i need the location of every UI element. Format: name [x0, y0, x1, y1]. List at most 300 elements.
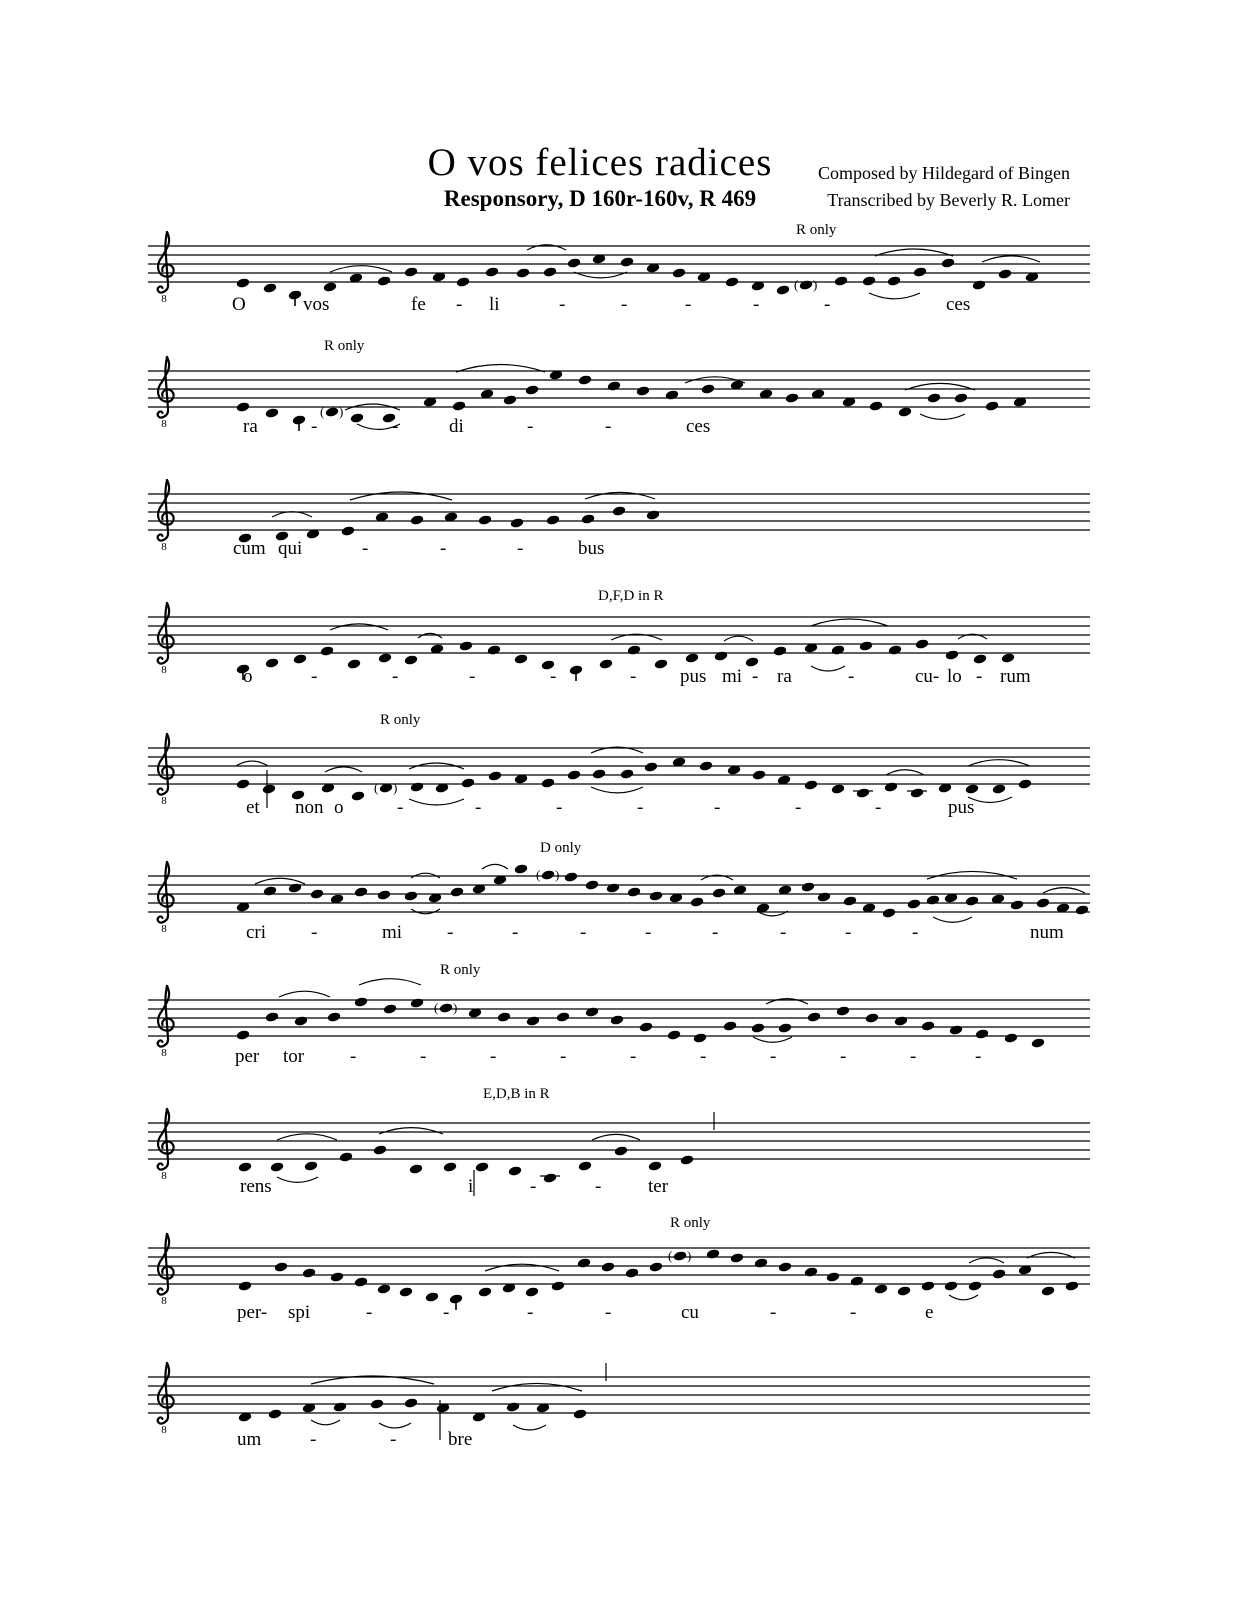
note — [383, 1003, 397, 1014]
clef-octave-8: 8 — [161, 795, 167, 807]
note — [478, 1286, 492, 1297]
lyric-syllable: - — [556, 797, 563, 818]
note — [865, 1012, 879, 1023]
clef-octave-8: 8 — [161, 664, 167, 676]
note — [831, 783, 845, 794]
note — [985, 400, 999, 411]
slur — [920, 414, 965, 420]
note — [1001, 652, 1015, 663]
note — [693, 1032, 707, 1043]
slur — [485, 1264, 559, 1271]
note — [577, 1257, 591, 1268]
lyric-syllable: - — [420, 1046, 427, 1067]
slur — [753, 1037, 792, 1042]
staff-system — [148, 712, 1090, 818]
page-subtitle: Responsory, D 160r-160v, R 469 — [443, 186, 757, 211]
lyric-syllable: - — [527, 416, 534, 437]
section-annotation: D only — [540, 840, 582, 856]
note — [377, 275, 391, 286]
lyric-syllable: lo — [947, 666, 962, 687]
clef-hook — [158, 657, 165, 663]
note — [804, 1266, 818, 1277]
note — [516, 267, 530, 278]
clef-octave-8: 8 — [161, 1170, 167, 1182]
note — [620, 256, 634, 267]
lyric-syllable: - — [753, 294, 760, 315]
treble-clef-icon — [158, 862, 174, 935]
note — [238, 1161, 252, 1172]
note — [874, 1283, 888, 1294]
section-annotation: R only — [440, 962, 481, 978]
note-paren-close: ) — [393, 780, 398, 795]
note — [510, 517, 524, 528]
lyric-syllable: cu- — [915, 666, 940, 687]
note — [949, 1024, 963, 1035]
note — [1004, 1032, 1018, 1043]
clef-hook — [158, 411, 165, 417]
note — [404, 266, 418, 277]
note — [859, 640, 873, 651]
section-annotation: R only — [380, 712, 421, 728]
lyric-syllable: - — [362, 538, 369, 559]
note — [541, 869, 555, 880]
note — [339, 1151, 353, 1162]
note — [543, 1172, 557, 1183]
lyric-syllable: e — [925, 1302, 934, 1323]
lyric-syllable: - — [392, 666, 399, 687]
lyric-syllable: li — [489, 294, 500, 315]
note — [268, 1408, 282, 1419]
note — [610, 1014, 624, 1025]
note — [236, 277, 250, 288]
note — [636, 385, 650, 396]
lyric-syllable: spi — [288, 1302, 311, 1323]
lyric-syllable: - — [685, 294, 692, 315]
note — [1075, 904, 1089, 915]
lyric-syllable: - — [910, 1046, 917, 1067]
lyric-syllable: per — [235, 1046, 260, 1067]
treble-clef-icon — [158, 986, 174, 1059]
note — [614, 1145, 628, 1156]
note-paren-close: ) — [813, 277, 818, 292]
note — [497, 1011, 511, 1022]
note — [514, 863, 528, 874]
clef-hook — [158, 788, 165, 794]
note — [333, 1401, 347, 1412]
note — [551, 1280, 565, 1291]
slur — [949, 1295, 978, 1300]
note — [620, 768, 634, 779]
note — [238, 1280, 252, 1291]
note — [612, 505, 626, 516]
lyric-syllable: bus — [578, 538, 605, 559]
lyric-syllable: - — [621, 294, 628, 315]
note — [475, 1161, 489, 1172]
lyric-syllable: - — [350, 1046, 357, 1067]
clef-octave-8: 8 — [161, 293, 167, 305]
note — [627, 886, 641, 897]
treble-clef-icon — [158, 357, 174, 430]
clef-octave-8: 8 — [161, 418, 167, 430]
lyric-syllable: bre — [448, 1429, 473, 1450]
slur — [933, 917, 972, 922]
lyric-syllable: rum — [1000, 666, 1031, 687]
lyric-syllable: - — [560, 1046, 567, 1067]
note — [644, 761, 658, 772]
note — [302, 1267, 316, 1278]
lyric-syllable: - — [780, 922, 787, 943]
note — [869, 400, 883, 411]
note — [665, 389, 679, 400]
note — [907, 898, 921, 909]
note — [894, 1015, 908, 1026]
note — [265, 1011, 279, 1022]
note — [370, 1398, 384, 1409]
note — [913, 266, 927, 277]
slur — [513, 1425, 546, 1430]
lyric-syllable: cri — [246, 922, 267, 943]
note — [373, 1144, 387, 1155]
note — [525, 384, 539, 395]
lyric-syllable: - — [848, 666, 855, 687]
note — [831, 644, 845, 655]
treble-clef-icon — [158, 1109, 174, 1182]
note — [826, 1271, 840, 1282]
lyric-syllable: - — [469, 666, 476, 687]
slur — [492, 1383, 582, 1391]
note — [856, 787, 870, 798]
note — [910, 787, 924, 798]
slur — [969, 1258, 1004, 1263]
note — [567, 257, 581, 268]
note — [680, 1154, 694, 1165]
page-title: O vos felices radices — [427, 141, 773, 184]
note — [898, 406, 912, 417]
note — [263, 282, 277, 293]
note-paren-open: ( — [434, 1000, 439, 1015]
note — [701, 383, 715, 394]
note — [377, 1283, 391, 1294]
note — [944, 1280, 958, 1291]
note — [725, 276, 739, 287]
note — [850, 1275, 864, 1286]
note — [926, 894, 940, 905]
lyric-syllable: - — [447, 922, 454, 943]
lyric-syllable: tor — [283, 1046, 305, 1067]
clef-hook — [158, 1288, 165, 1294]
composer-credit: Composed by Hildegard of Bingen — [818, 163, 1070, 183]
note — [265, 657, 279, 668]
note — [488, 770, 502, 781]
note — [546, 514, 560, 525]
note-paren-close: ) — [555, 867, 560, 882]
note — [585, 1006, 599, 1017]
note — [673, 1250, 687, 1261]
lyric-syllable: - — [630, 666, 637, 687]
lyric-syllable: - — [845, 922, 852, 943]
note — [347, 658, 361, 669]
slur — [311, 1420, 340, 1425]
note — [377, 889, 391, 900]
slur — [811, 619, 888, 626]
slur — [585, 492, 655, 499]
note — [667, 1029, 681, 1040]
note — [354, 886, 368, 897]
note — [263, 885, 277, 896]
lyric-syllable: - — [490, 1046, 497, 1067]
note — [639, 1021, 653, 1032]
note — [236, 778, 250, 789]
clef-octave-8: 8 — [161, 1047, 167, 1059]
slur — [279, 991, 330, 997]
note — [730, 1252, 744, 1263]
clef-hook — [158, 916, 165, 922]
slur — [418, 633, 442, 638]
lyric-syllable: mi — [722, 666, 743, 687]
lyric-syllable: ces — [686, 416, 711, 437]
note — [564, 871, 578, 882]
slur — [968, 760, 1030, 766]
lyric-syllable: O — [232, 294, 246, 315]
note — [304, 1160, 318, 1171]
staff-system — [148, 962, 1090, 1067]
clef-octave-8: 8 — [161, 541, 167, 553]
lyric-syllable: - — [840, 1046, 847, 1067]
note — [887, 275, 901, 286]
note — [526, 1015, 540, 1026]
slur — [330, 266, 392, 272]
note — [270, 1161, 284, 1172]
slur — [350, 492, 452, 500]
note — [262, 783, 276, 794]
note — [836, 1005, 850, 1016]
lyric-syllable: et — [246, 797, 260, 818]
note — [915, 638, 929, 649]
section-annotation: R only — [670, 1215, 711, 1231]
treble-clef-icon — [158, 734, 174, 807]
slur — [724, 636, 753, 641]
lyric-syllable: - — [527, 1302, 534, 1323]
note — [310, 888, 324, 899]
section-annotation: R only — [796, 222, 837, 238]
lyric-syllable: - — [392, 416, 399, 437]
note — [801, 881, 815, 892]
lyric-syllable: num — [1030, 922, 1064, 943]
lyric-syllable: - — [975, 1046, 982, 1067]
note — [439, 1002, 453, 1013]
treble-clef-icon — [158, 603, 174, 676]
note — [752, 769, 766, 780]
note — [592, 768, 606, 779]
note — [776, 284, 790, 295]
note — [992, 1268, 1006, 1279]
note — [672, 267, 686, 278]
note — [585, 879, 599, 890]
note — [354, 996, 368, 1007]
note — [646, 509, 660, 520]
staff-system — [148, 1086, 1090, 1197]
note — [649, 890, 663, 901]
lyric-syllable: - — [752, 666, 759, 687]
note — [325, 406, 339, 417]
note — [293, 653, 307, 664]
treble-clef-icon — [158, 1363, 174, 1436]
note — [1036, 897, 1050, 908]
note — [884, 781, 898, 792]
note — [972, 279, 986, 290]
note — [378, 652, 392, 663]
note — [351, 790, 365, 801]
note — [514, 653, 528, 664]
note — [627, 644, 641, 655]
note — [578, 374, 592, 385]
note — [648, 1160, 662, 1171]
lyric-syllable: - — [530, 1176, 537, 1197]
note — [921, 1280, 935, 1291]
lyric-syllable: vos — [303, 294, 330, 315]
staff-system — [148, 338, 1090, 437]
note — [274, 1261, 288, 1272]
note — [685, 652, 699, 663]
staff-system — [148, 588, 1090, 687]
note — [236, 401, 250, 412]
note — [607, 380, 621, 391]
lyric-syllable: o — [334, 797, 344, 818]
note — [975, 1028, 989, 1039]
clef-hook — [158, 1163, 165, 1169]
note — [601, 1261, 615, 1272]
lyric-syllable: - — [595, 1176, 602, 1197]
clef-hook — [158, 1417, 165, 1423]
note — [459, 640, 473, 651]
slur — [409, 799, 464, 805]
note — [945, 649, 959, 660]
note — [410, 997, 424, 1008]
note-paren-close: ) — [687, 1248, 692, 1263]
lyric-syllable: - — [795, 797, 802, 818]
slur — [325, 767, 362, 772]
note — [714, 650, 728, 661]
staff-system — [148, 1363, 1090, 1450]
lyric-syllable: - — [397, 797, 404, 818]
lyric-syllable: - — [630, 1046, 637, 1067]
note-paren-open: ( — [374, 780, 379, 795]
note — [625, 1267, 639, 1278]
note — [1018, 778, 1032, 789]
note — [690, 896, 704, 907]
lyric-syllable: - — [605, 416, 612, 437]
clef-hook — [158, 534, 165, 540]
slur — [236, 761, 268, 766]
note — [525, 1286, 539, 1297]
note — [327, 1011, 341, 1022]
slur — [982, 256, 1040, 262]
lyric-syllable: - — [580, 922, 587, 943]
note — [410, 514, 424, 525]
note — [288, 882, 302, 893]
lyric-syllable: - — [850, 1302, 857, 1323]
slur — [927, 871, 1017, 879]
note — [606, 882, 620, 893]
slur — [886, 770, 924, 775]
note — [485, 266, 499, 277]
note — [862, 275, 876, 286]
note — [754, 1257, 768, 1268]
note — [341, 525, 355, 536]
lyric-syllable: - — [475, 797, 482, 818]
note — [834, 275, 848, 286]
lyric-syllable: - — [605, 1302, 612, 1323]
note — [799, 279, 813, 290]
lyric-syllable: - — [443, 1302, 450, 1323]
note — [487, 644, 501, 655]
lyric-syllable: i — [468, 1176, 474, 1197]
note — [294, 1015, 308, 1026]
slur — [330, 624, 388, 630]
note — [921, 1020, 935, 1031]
note — [941, 257, 955, 268]
clef-octave-8: 8 — [161, 1295, 167, 1307]
note — [450, 886, 464, 897]
note — [699, 760, 713, 771]
lyric-syllable: mi — [382, 922, 403, 943]
note — [404, 1397, 418, 1408]
treble-clef-icon — [158, 1234, 174, 1307]
note — [882, 907, 896, 918]
note — [649, 1261, 663, 1272]
note — [954, 392, 968, 403]
note — [410, 781, 424, 792]
note — [452, 400, 466, 411]
note — [506, 1401, 520, 1412]
treble-clef-icon — [158, 480, 174, 553]
lyric-syllable: - — [311, 922, 318, 943]
slur — [968, 797, 1012, 802]
note-paren-open: ( — [668, 1248, 673, 1263]
note — [973, 653, 987, 664]
note — [785, 392, 799, 403]
lyric-syllable: non — [295, 797, 324, 818]
note — [503, 394, 517, 405]
lyric-syllable: cum — [233, 538, 266, 559]
note — [541, 777, 555, 788]
note — [807, 1011, 821, 1022]
note — [804, 779, 818, 790]
note-paren-open: ( — [320, 404, 325, 419]
slur — [591, 787, 643, 793]
note — [965, 783, 979, 794]
lyric-syllable: - — [976, 666, 983, 687]
note — [543, 266, 557, 277]
note — [1041, 1285, 1055, 1296]
note — [654, 658, 668, 669]
lyric-syllable: - — [770, 1046, 777, 1067]
lyric-syllable: ces — [946, 294, 971, 315]
lyric-syllable: - — [559, 294, 566, 315]
note — [265, 407, 279, 418]
treble-clef-icon — [158, 232, 174, 305]
lyric-syllable: - — [366, 1302, 373, 1323]
lyric-syllable: - — [700, 1046, 707, 1067]
slur — [277, 1177, 318, 1182]
note — [998, 268, 1012, 279]
lyric-syllable: - — [912, 922, 919, 943]
lyric-syllable: o — [243, 666, 253, 687]
note — [478, 514, 492, 525]
lyric-syllable: - — [390, 1429, 397, 1450]
staff-system — [148, 480, 1090, 559]
note — [578, 1160, 592, 1171]
